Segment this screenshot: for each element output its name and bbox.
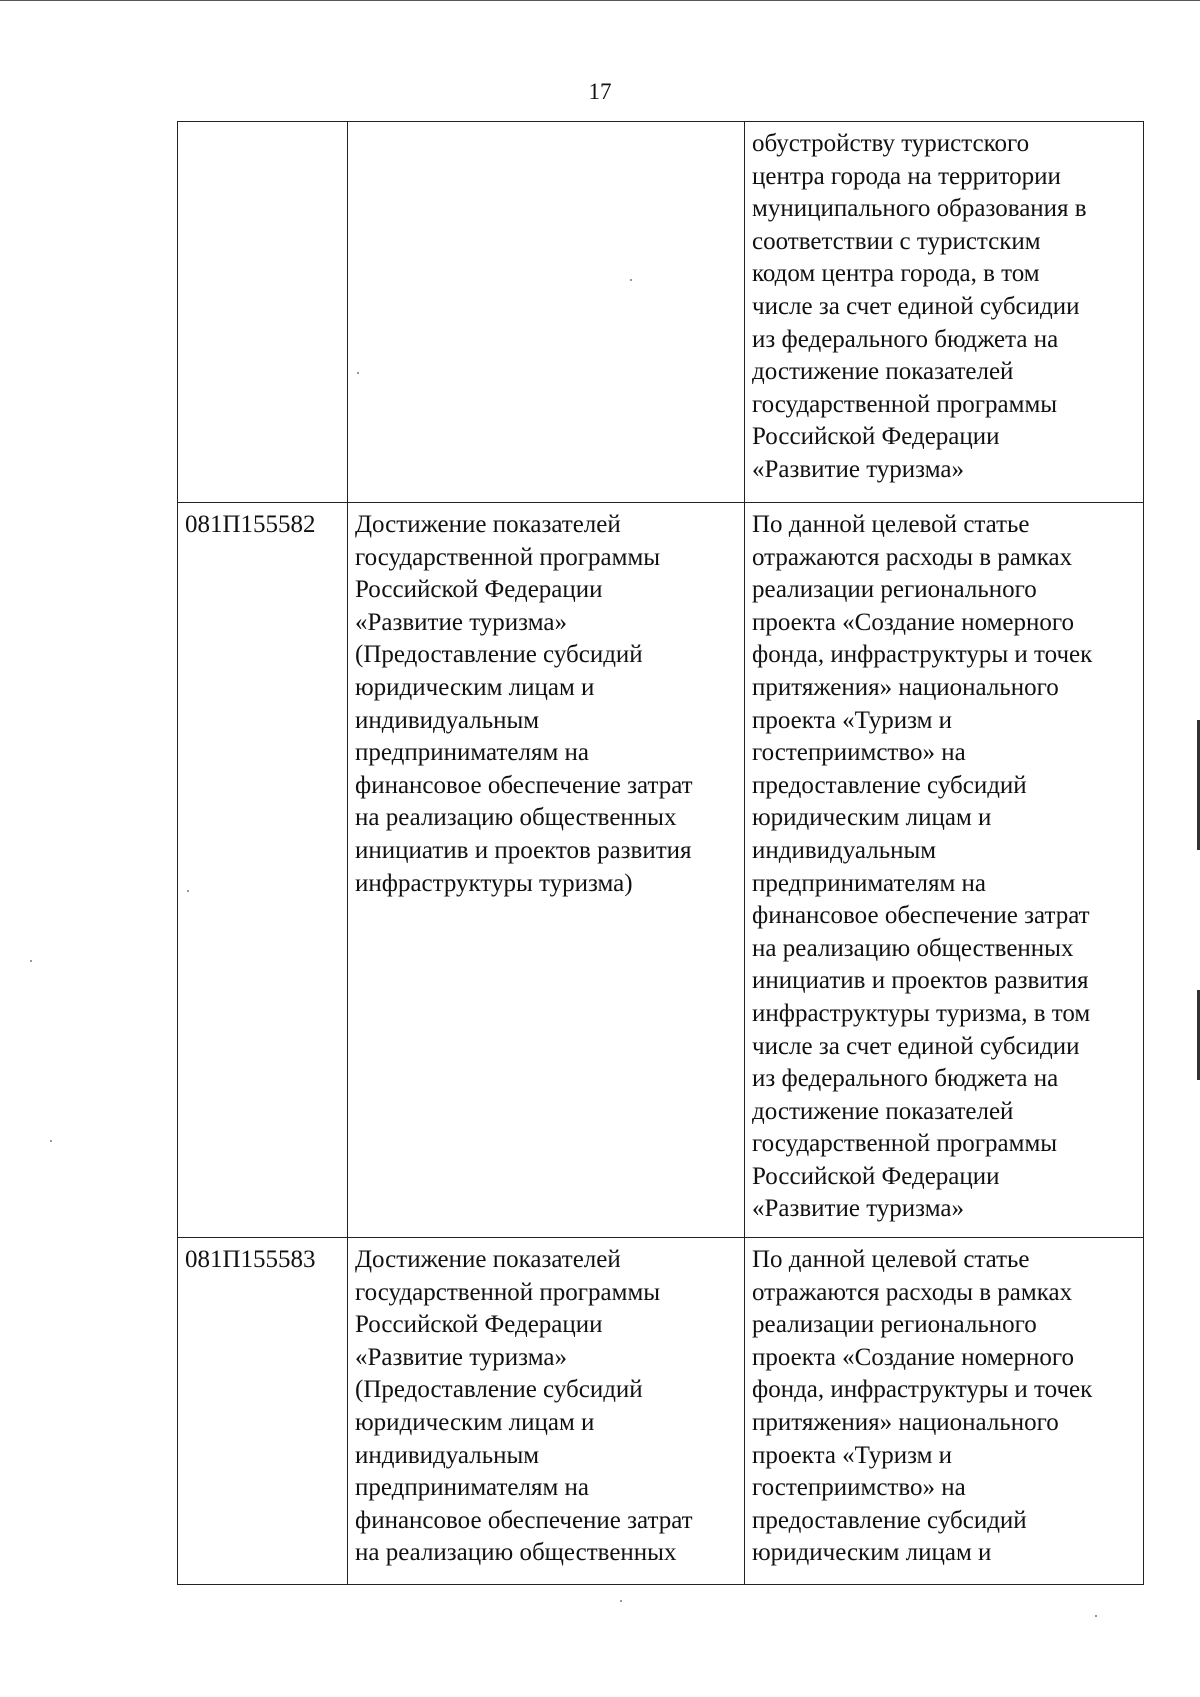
cell-text-line: фонда, инфраструктуры и точек xyxy=(752,1376,1093,1404)
scan-speck xyxy=(357,372,359,374)
cell-text-line: кодом центра города, в том xyxy=(752,260,1040,288)
description-cell xyxy=(745,1238,1144,1585)
cell-text-line: Российской Федерации xyxy=(752,1162,1000,1190)
cell-text-line: инфраструктуры туризма) xyxy=(355,869,633,897)
cell-text-line: Достижение показателей xyxy=(355,511,621,538)
cell-text-line: финансовое обеспечение затрат xyxy=(355,1506,693,1534)
cell-text-line: «Развитие туризма» xyxy=(355,1343,567,1371)
name-cell xyxy=(348,122,745,503)
cell-text-line: государственной программы xyxy=(752,390,1058,418)
cell-text-line: на реализацию общественных xyxy=(355,1539,677,1567)
cell-text-line: Достижение показателей xyxy=(355,1246,621,1273)
cell-text-line: гостеприимство» на xyxy=(752,1474,966,1502)
cell-text-line: индивидуальным xyxy=(752,836,937,864)
cell-text-line: юридическим лицам и xyxy=(752,804,992,832)
cell-text-line: предпринимателям на xyxy=(355,739,590,767)
cell-text-line: индивидуальным xyxy=(355,706,540,734)
name-cell xyxy=(348,503,745,1238)
cell-text-line: притяжения» национального xyxy=(752,1408,1059,1436)
cell-text-line: «Развитие туризма» xyxy=(752,1195,964,1223)
cell-text-line: финансовое обеспечение затрат xyxy=(355,771,693,799)
cell-text-line: из федерального бюджета на xyxy=(752,1065,1059,1093)
description-cell xyxy=(745,503,1144,1238)
cell-text-line: реализации регионального xyxy=(752,1311,1037,1339)
cell-text-line: фонда, инфраструктуры и точек xyxy=(752,641,1093,669)
table-row xyxy=(178,122,1144,503)
code-cell xyxy=(178,122,348,503)
cell-text-line: достижение показателей xyxy=(752,358,1014,386)
cell-text-line: достижение показателей xyxy=(752,1097,1014,1125)
cell-text-line: реализации регионального xyxy=(752,576,1037,604)
name-cell xyxy=(348,1238,745,1585)
cell-text-line: отражаются расходы в рамках xyxy=(752,1278,1073,1306)
page-number: 17 xyxy=(588,79,612,104)
cell-text-line: предпринимателям на xyxy=(752,869,987,897)
cell-text-line: государственной программы xyxy=(752,1130,1058,1158)
cell-text-line: индивидуальным xyxy=(355,1441,540,1469)
table-row xyxy=(178,503,1144,1238)
scan-speck xyxy=(630,279,632,281)
cell-text-line: гостеприимство» на xyxy=(752,739,966,767)
scan-speck xyxy=(30,960,32,962)
cell-text-line: юридическим лицам и xyxy=(355,673,595,701)
cell-text-line: Российской Федерации xyxy=(355,576,603,604)
cell-text-line: «Развитие туризма» xyxy=(752,455,964,483)
scan-speck xyxy=(50,1140,52,1142)
cell-text-line: числе за счет единой субсидии xyxy=(752,292,1080,320)
cell-text-line: проекта «Создание номерного xyxy=(752,1343,1075,1371)
cell-text-line: проекта «Туризм и xyxy=(752,706,953,734)
description-cell xyxy=(745,122,1144,503)
budget-classification-table xyxy=(177,121,1144,1585)
cell-text-line: По данной целевой статье xyxy=(752,511,1030,538)
cell-text-line: государственной программы xyxy=(355,1278,661,1306)
cell-text-line: обустройству туристского xyxy=(752,130,1030,157)
cell-text-line: проекта «Создание номерного xyxy=(752,608,1075,636)
cell-text-line: инициатив и проектов развития xyxy=(752,967,1089,995)
cell-text-line: предпринимателям на xyxy=(355,1474,590,1502)
cell-text-line: на реализацию общественных xyxy=(355,804,677,832)
cell-text-line: финансовое обеспечение затрат xyxy=(752,902,1090,930)
cell-text-line: числе за счет единой субсидии xyxy=(752,1032,1080,1060)
scan-speck xyxy=(620,1600,622,1602)
cell-text-line: инициатив и проектов развития xyxy=(355,836,692,864)
cell-text-line: государственной программы xyxy=(355,543,661,571)
cell-text-line: Российской Федерации xyxy=(752,423,1000,451)
cell-text-line: муниципального образования в xyxy=(752,195,1087,223)
cell-text-line: Российской Федерации xyxy=(355,1311,603,1339)
cell-text-line: «Развитие туризма» xyxy=(355,608,567,636)
code-cell: 081П155583 xyxy=(178,1238,348,1585)
scan-speck xyxy=(187,890,189,892)
scan-top-edge xyxy=(0,0,1200,5)
cell-text-line: По данной целевой статье xyxy=(752,1246,1030,1273)
cell-text-line: юридическим лицам и xyxy=(752,1539,992,1567)
code-cell: 081П155582 xyxy=(178,503,348,1238)
cell-text-line: из федерального бюджета на xyxy=(752,325,1059,353)
cell-text-line: предоставление субсидий xyxy=(752,1506,1027,1534)
cell-text-line: притяжения» национального xyxy=(752,673,1059,701)
scan-speck xyxy=(1095,1615,1097,1617)
cell-text-line: предоставление субсидий xyxy=(752,771,1027,799)
cell-text-line: на реализацию общественных xyxy=(752,934,1074,962)
table-row xyxy=(178,1238,1144,1585)
cell-text-line: проекта «Туризм и xyxy=(752,1441,953,1469)
cell-text-line: инфраструктуры туризма, в том xyxy=(752,999,1091,1027)
cell-text-line: соответствии с туристским xyxy=(752,227,1041,255)
cell-text-line: центра города на территории xyxy=(752,162,1061,190)
cell-text-line: юридическим лицам и xyxy=(355,1408,595,1436)
cell-text-line: (Предоставление субсидий xyxy=(355,1376,643,1404)
cell-text-line: (Предоставление субсидий xyxy=(355,641,643,669)
cell-text-line: отражаются расходы в рамках xyxy=(752,543,1073,571)
